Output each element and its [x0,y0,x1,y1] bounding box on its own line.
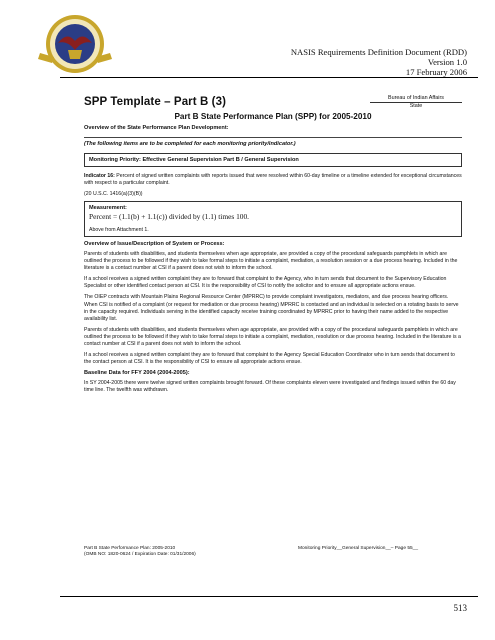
footer-omb: (OMB NO: 1820-0624 / Expiration Date: 01/31/2006) [84,552,196,557]
title-row [84,92,462,112]
baseline-heading: Baseline Data for FFY 2004 (2004-2005): [84,370,190,377]
seal-icon [20,13,130,75]
paragraph: The OIEP contracts with Mountain Plains Regional Resource Center (MPRRC) to provide complaint investigators, mediators, and due process hearing officers. When CSI is notified of a complaint (or request for mediation or due process hearing) MPRRC is contacted and an individual is selected on a rotating basis to serve in the capacity required. Individuals serving in the identified capacity receive training coordinated by MPRRC prior to having their name added to the respective availability list. [84,294,459,322]
bureau-state: State [409,103,423,109]
baseline-text: In SY 2004-2005 there were twelve signed written complaints brought forward. Of these complaints eleven were investigated and findings issued within the 60 day time line. The twelfth was withdrawn. [84,380,456,394]
spp-title: SPP Template – Part B (3) [84,96,227,108]
paragraph: If a school receives a signed written complaint they are to forward that complaint to the Agency Special Education Coordinator who in turn sends that document to the contact person at CSI. It is the responsibility of CSI to ensure all appropriate actions ensue. [84,352,455,366]
page-number: 513 [453,603,467,613]
footer-monitoring: Monitoring Priority__General Supervision__– Page 55__ [298,546,418,551]
footer-plan: Part B State Performance Plan: 2005-2010 [84,546,176,551]
embedded-document [84,92,462,395]
bureau-block [370,95,462,110]
bureau-name: Bureau of Indian Affairs [370,95,462,103]
measurement-label: Measurement: [89,205,127,211]
header-date: 17 February 2006 [405,67,467,78]
overview-issue-heading: Overview of Issue/Description of System or Process: [84,241,225,247]
indicator-text: Percent of signed written complaints with reports issued that were resolved within 60-day timeline or a timeline extended for exceptional circumstances with respect to a particular complaint. [84,173,462,186]
paragraph: Parents of students with disabilities, and students themselves when age appropriate, are provided a copy of the procedural safeguards pamphlets in which are outlined the process to be followed if they wish to take formal steps to initiate a complaint, mediation, a resolution session or a due process hearing. Included in the literature is a contact number at CSI if a parent does not wish to inform the school. [84,251,458,272]
part-b-title: Part B State Performance Plan (SPP) for 2005-2010 [174,112,372,121]
section-divider [84,137,462,138]
measurement-formula: Percent = (1.1(b) + 1.1(c)) divided by (1.1) times 100. [89,212,250,221]
monitoring-priority-box: Monitoring Priority: Effective General Supervision Part B / General Supervision [84,153,462,167]
embedded-footer-left [84,546,254,558]
overview-heading: Overview of the State Performance Plan Development: [84,125,229,131]
indicator-paragraph [84,173,462,187]
document-header [291,47,467,78]
header-rule [60,77,478,78]
footer-rule [60,596,478,597]
seal-logo [20,13,130,75]
measurement-source: Above from Attachment 1. [89,227,149,233]
measurement-box [84,201,462,237]
following-heading: (The following items are to be completed for each monitoring priority/indicator.) [84,141,296,147]
paragraph: If a school receives a signed written complaint they are to forward that complaint to the Agency, who in turn sends that document to the Supervisory Education Specialist or other identified contact person at CSI. It is the responsibility of CSI to notify the solicitor and to ensure all appropriate actions ensue. [84,276,447,290]
indicator-label: Indicator 16: [84,173,115,179]
usc-citation: (20 U.S.C. 1416(a)(3)(B)) [84,191,143,197]
paragraph: Parents of students with disabilities, and students themselves when age appropriate, are provided with a copy of the procedural safeguards pamphlets in which are outlined the process to be followed if they wish to take formal steps to initiate a complaint, mediation, resolution or due process hearing. Included in the literature is a contact number at CSI if a parent does not wish to inform the school. [84,326,461,348]
embedded-footer-right [298,546,468,552]
header-title: NASIS Requirements Definition Document (RDD) [290,47,467,57]
header-version: Version 1.0 [427,57,467,68]
